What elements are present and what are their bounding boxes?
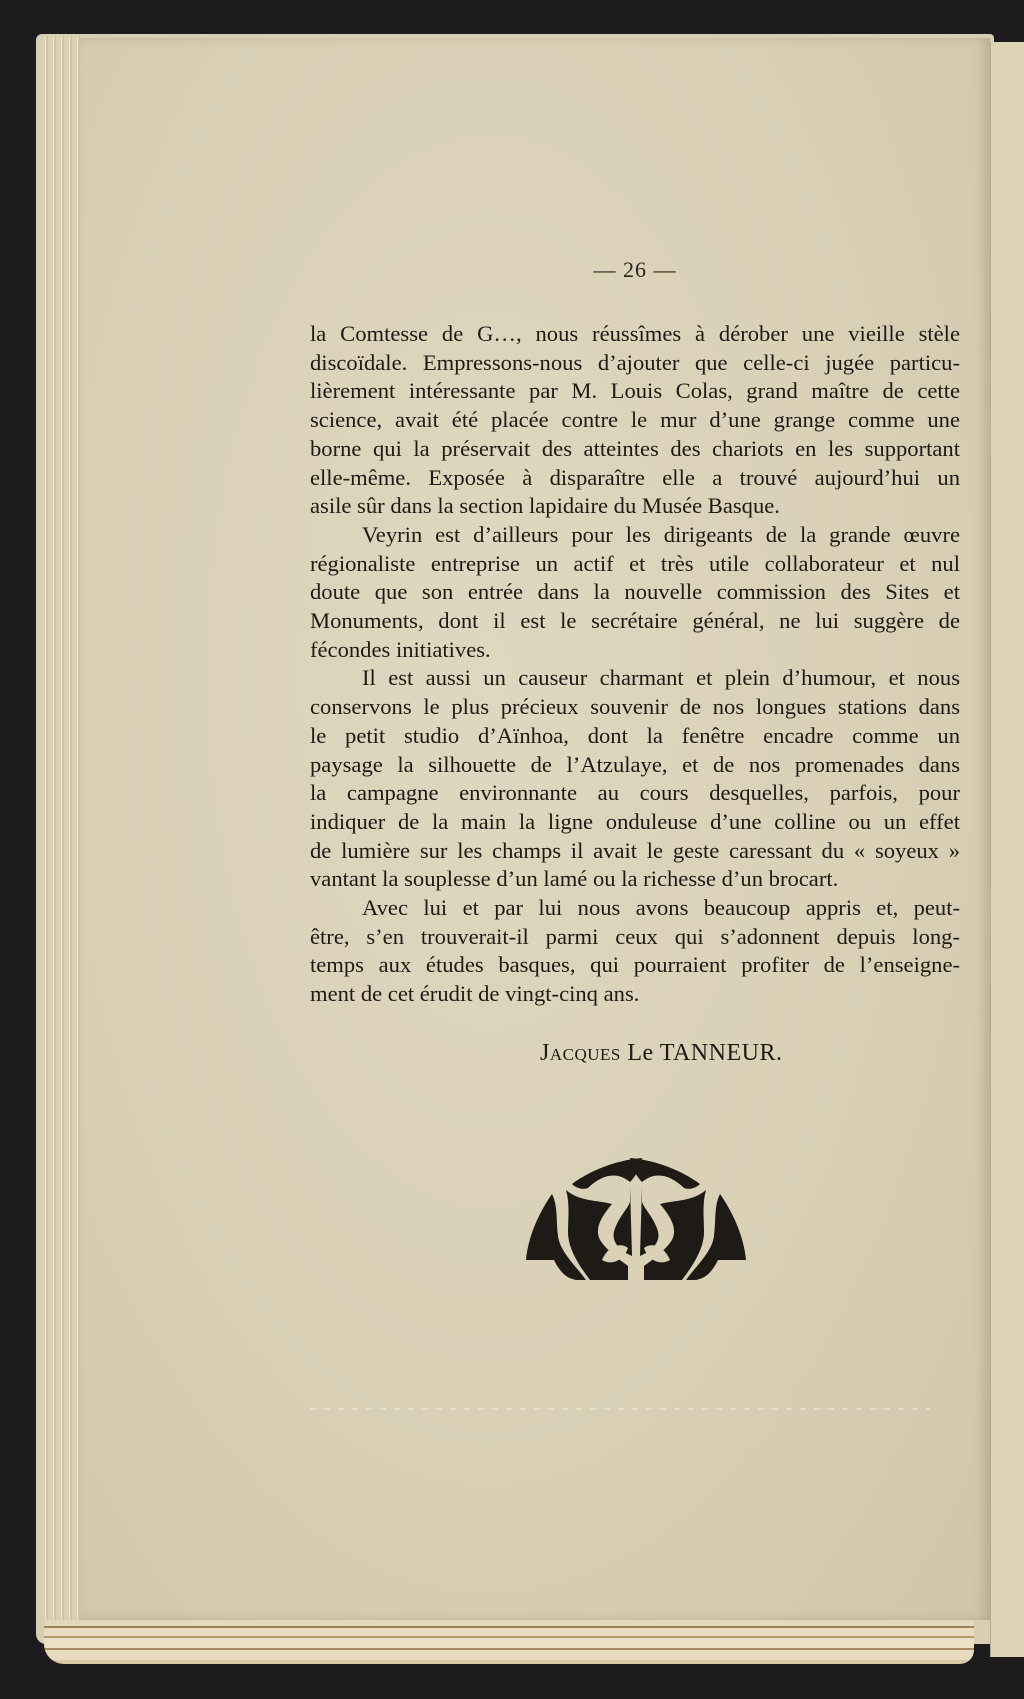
book-page: [80, 38, 990, 1620]
paragraph: [310, 521, 960, 665]
text-line: Il est aussi un causeur charmant et plein d’humour, et nous: [362, 665, 960, 691]
text-line: de lumière sur les champs il avait le geste caressant du « soyeux »: [310, 837, 960, 863]
text-line: temps aux études basques, qui pourraient profiter de l’enseigne-: [310, 952, 960, 978]
author-signature: [540, 1040, 782, 1067]
text-line: la Comtesse de G…, nous réussîmes à dérober une vieille stèle: [310, 321, 960, 346]
paragraph: [310, 664, 960, 894]
body-text: [310, 320, 960, 1009]
text-line: la campagne environnante au cours desquelles, parfois, pour: [310, 780, 960, 806]
facing-page-edge: [990, 42, 1024, 1657]
page-edges-left: [40, 36, 80, 1626]
text-line: Monuments, dont il est le secrétaire général, ne lui suggère de: [310, 608, 960, 634]
text-line: être, s’en trouverait-il parmi ceux qui s’adonnent depuis long-: [310, 923, 960, 949]
text-line: conservons le plus précieux souvenir de nos longues stations dans: [310, 694, 960, 720]
author-last-name: Le TANNEUR.: [627, 1040, 783, 1066]
show-through-marks: [310, 1408, 930, 1410]
text-line: Avec lui et par lui nous avons beaucoup appris et, peut-: [362, 895, 960, 921]
text-line: lièrement intéressante par M. Louis Colas, grand maître de cette: [310, 378, 960, 404]
page-edges-bottom: [44, 1620, 974, 1664]
text-line: borne qui la préservait des atteintes des chariots en les supportant: [310, 435, 960, 461]
paragraph: [310, 894, 960, 1009]
text-line: ment de cet érudit de vingt-cinq ans.: [310, 981, 640, 1007]
text-line: vantant la souplesse d’un lamé ou la richesse d’un brocart.: [310, 866, 839, 892]
text-line: fécondes initiatives.: [310, 636, 491, 662]
text-line: discoïdale. Empressons-nous d’ajouter que celle-ci jugée particu-: [310, 349, 960, 375]
text-line: elle-même. Exposée à disparaître elle a trouvé aujourd’hui un: [310, 464, 960, 490]
text-line: régionaliste entreprise un actif et très utile collaborateur et nul: [310, 550, 960, 576]
paragraph: [310, 320, 960, 521]
text-line: asile sûr dans la section lapidaire du Musée Basque.: [310, 493, 780, 519]
text-line: paysage la silhouette de l’Atzulaye, et de nos promenades dans: [310, 751, 960, 777]
text-line: indiquer de la main la ligne onduleuse d’une colline ou un effet: [310, 808, 960, 834]
page-number: — 26 —: [593, 257, 677, 282]
text-line: le petit studio d’Aïnhoa, dont la fenêtre encadre comme un: [310, 722, 960, 748]
tree-fan-vignette-icon: [520, 1156, 752, 1282]
author-first-name: Jacques: [540, 1040, 621, 1066]
text-line: Veyrin est d’ailleurs pour les dirigeants de la grande œuvre: [362, 521, 960, 547]
text-line: science, avait été placée contre le mur d’une grange comme une: [310, 407, 960, 433]
text-line: doute que son entrée dans la nouvelle commission des Sites et: [310, 579, 960, 605]
